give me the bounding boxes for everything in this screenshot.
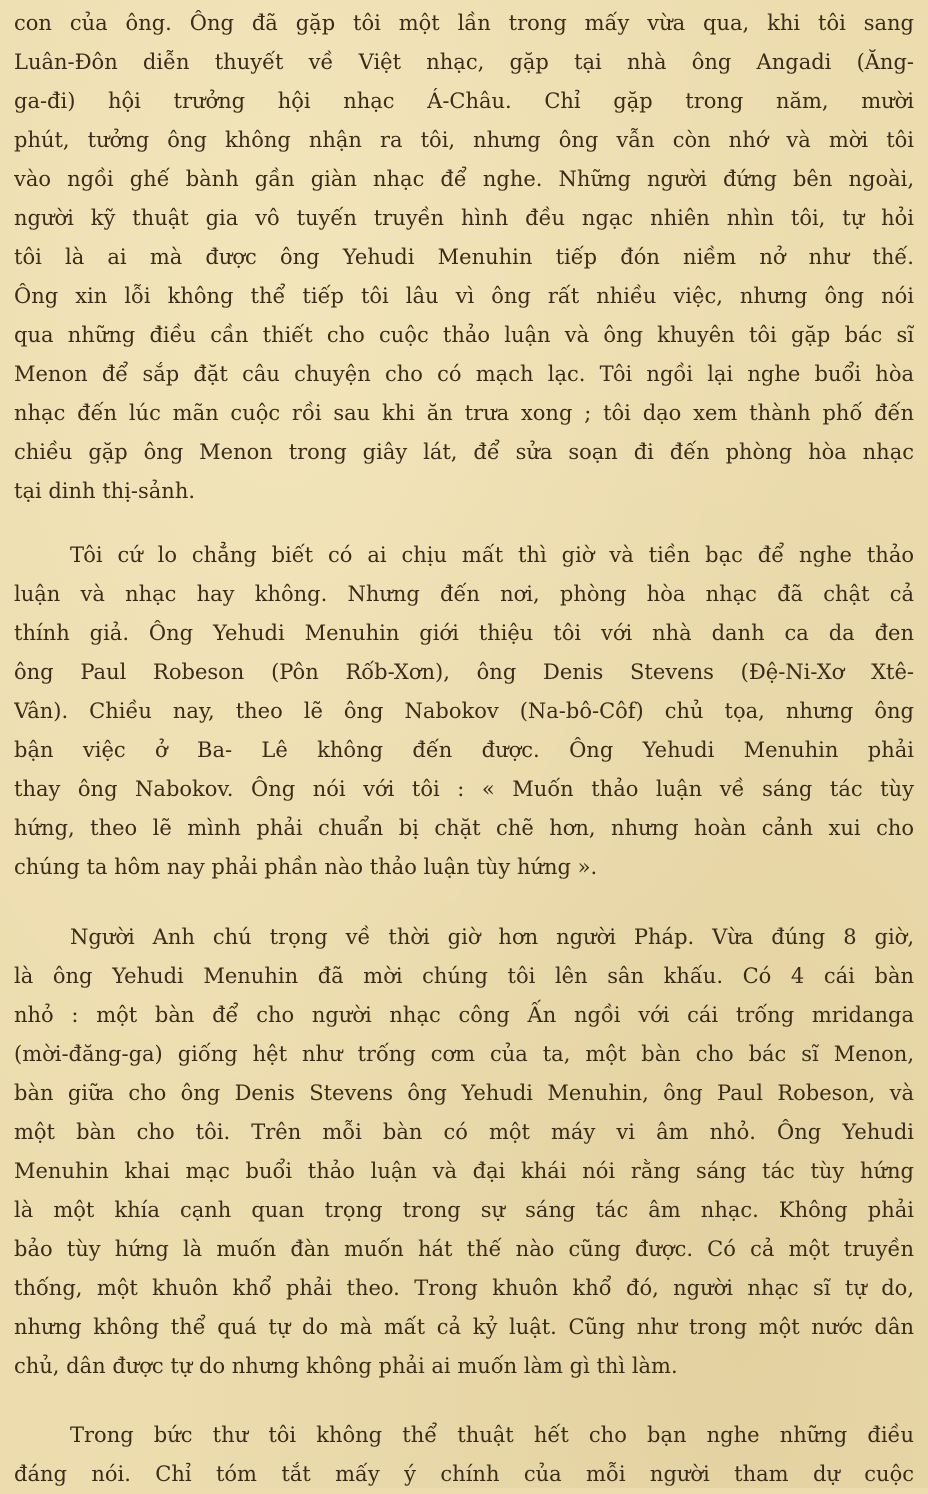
text-line: Người Anh chú trọng về thời giờ hơn người Pháp. Vừa đúng 8 giờ, [70, 925, 914, 949]
text-line: thính giả. Ông Yehudi Menuhin giới thiệu tôi với nhà danh ca da đen [14, 621, 914, 645]
text-line: một bàn cho tôi. Trên mỗi bàn có một máy vi âm nhỏ. Ông Yehudi [14, 1120, 914, 1144]
text-line: Trong bức thư tôi không thể thuật hết cho bạn nghe những điều [70, 1423, 914, 1447]
text-line: luận và nhạc hay không. Nhưng đến nơi, phòng hòa nhạc đã chật cả [14, 582, 914, 606]
paragraph-1 [14, 4, 914, 511]
text-line: nhưng không thể quá tự do mà mất cả kỷ luật. Cũng như trong một nước dân [14, 1315, 914, 1339]
text-line: người kỹ thuật gia vô tuyến truyền hình đều ngạc nhiên nhìn tôi, tự hỏi [14, 206, 914, 230]
text-line: phút, tưởng ông không nhận ra tôi, nhưng ông vẫn còn nhớ và mời tôi [14, 128, 914, 152]
text-line: bảo tùy hứng là muốn đàn muốn hát thế nào cũng được. Có cả một truyền [14, 1237, 914, 1261]
paragraph-2 [14, 536, 914, 887]
paragraph-4 [14, 1416, 914, 1494]
text-line: Menuhin khai mạc buổi thảo luận và đại khái nói rằng sáng tác tùy hứng [14, 1159, 914, 1183]
text-line: bàn giữa cho ông Denis Stevens ông Yehudi Menuhin, ông Paul Robeson, và [14, 1081, 914, 1105]
text-line: tại dinh thị-sảnh. [14, 479, 196, 503]
text-line: vào ngồi ghế bành gần giàn nhạc để nghe. Những người đứng bên ngoài, [14, 167, 914, 191]
paragraph-3 [14, 918, 914, 1386]
text-line: tôi là ai mà được ông Yehudi Menuhin tiếp đón niềm nở như thế. [14, 245, 914, 269]
text-line: nhạc đến lúc mãn cuộc rồi sau khi ăn trưa xong ; tôi dạo xem thành phố đến [14, 401, 914, 425]
text-line: (mời-đăng-ga) giống hệt như trống cơm của ta, một bàn cho bác sĩ Menon, [14, 1042, 914, 1066]
text-line: qua những điều cần thiết cho cuộc thảo luận và ông khuyên tôi gặp bác sĩ [14, 323, 914, 347]
text-line: Ông xin lỗi không thể tiếp tôi lâu vì ông rất nhiều việc, nhưng ông nói [14, 284, 914, 308]
text-line: chủ, dân được tự do nhưng không phải ai muốn làm gì thì làm. [14, 1354, 678, 1378]
text-line: thống, một khuôn khổ phải theo. Trong khuôn khổ đó, người nhạc sĩ tự do, [14, 1276, 914, 1300]
text-line: thay ông Nabokov. Ông nói với tôi : « Muốn thảo luận về sáng tác tùy [14, 777, 914, 801]
text-line: ông Paul Robeson (Pôn Rốb-Xơn), ông Denis Stevens (Đệ-Ni-Xơ Xtê- [14, 660, 914, 684]
text-line: chúng ta hôm nay phải phần nào thảo luận tùy hứng ». [14, 855, 598, 879]
text-line: ga-đi) hội trưởng hội nhạc Á-Châu. Chỉ gặp trong năm, mười [14, 89, 914, 113]
text-line: đáng nói. Chỉ tóm tắt mấy ý chính của mỗi người tham dự cuộc [14, 1462, 914, 1486]
text-line: Luân-Đôn diễn thuyết về Việt nhạc, gặp tại nhà ông Angadi (Ăng- [14, 50, 914, 74]
text-line: Tôi cứ lo chẳng biết có ai chịu mất thì giờ và tiền bạc để nghe thảo [70, 543, 914, 567]
text-line: hứng, theo lẽ mình phải chuẩn bị chặt chẽ hơn, nhưng hoàn cảnh xui cho [14, 816, 914, 840]
text-line: chiều gặp ông Menon trong giây lát, để sửa soạn đi đến phòng hòa nhạc [14, 440, 914, 464]
text-line: con của ông. Ông đã gặp tôi một lần trong mấy vừa qua, khi tôi sang [14, 11, 914, 35]
text-line: bận việc ở Ba- Lê không đến được. Ông Yehudi Menuhin phải [14, 738, 914, 762]
text-line: là ông Yehudi Menuhin đã mời chúng tôi lên sân khấu. Có 4 cái bàn [14, 964, 914, 988]
text-line: Menon để sắp đặt câu chuyện cho có mạch lạc. Tôi ngồi lại nghe buổi hòa [14, 362, 914, 386]
text-line: là một khía cạnh quan trọng trong sự sáng tác âm nhạc. Không phải [14, 1198, 914, 1222]
text-line: nhỏ : một bàn để cho người nhạc công Ấn ngồi với cái trống mridanga [14, 1003, 914, 1027]
text-line: Vân). Chiều nay, theo lẽ ông Nabokov (Na-bô-Côf) chủ tọa, nhưng ông [14, 699, 914, 723]
